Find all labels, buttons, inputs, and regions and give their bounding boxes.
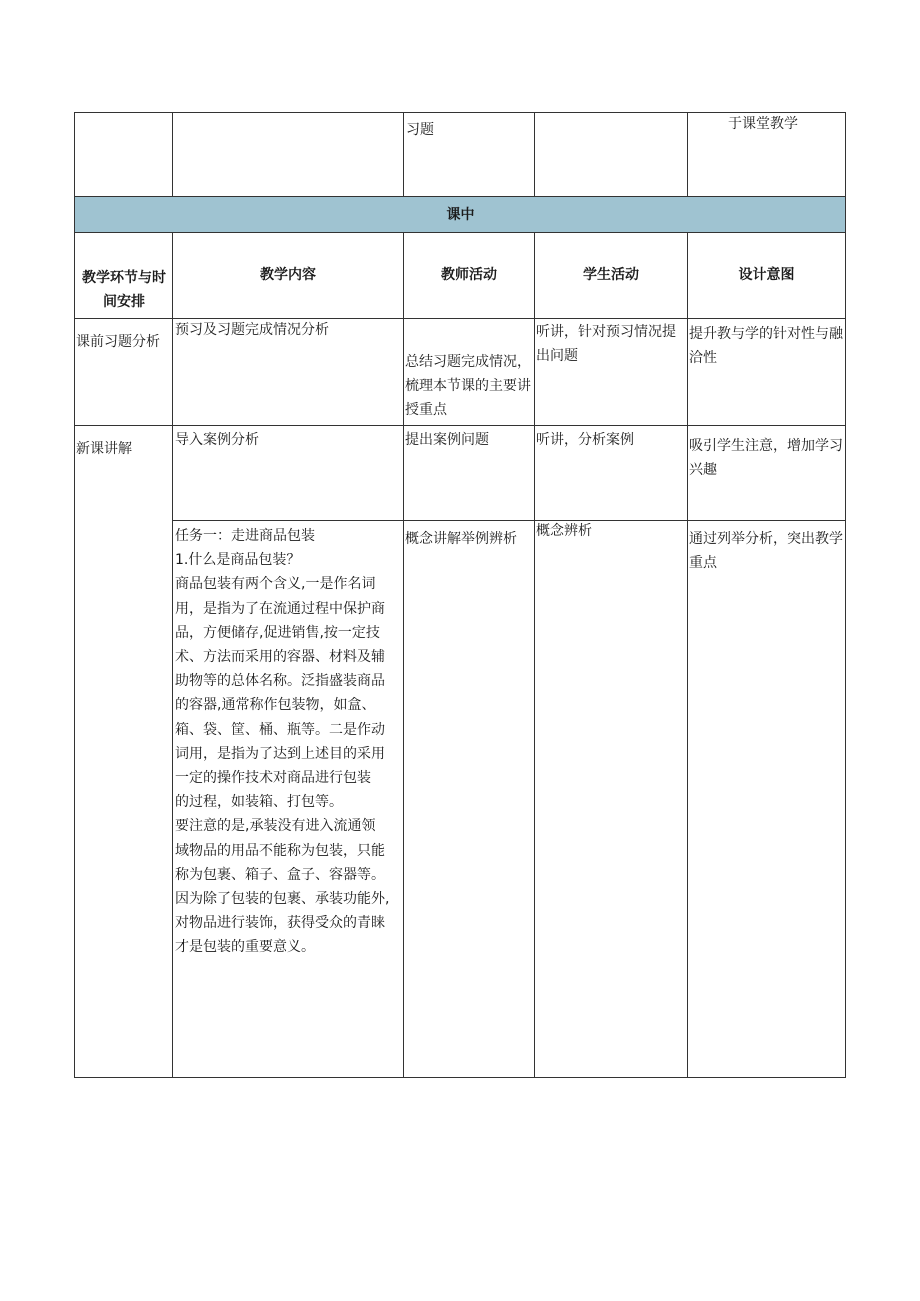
header-teacher: 教师活动 — [441, 267, 497, 283]
column-divider — [687, 232, 688, 1078]
column-divider — [534, 232, 535, 1078]
content-line: 品，方便储存,促进销售,按一定技 — [175, 624, 380, 641]
content-line: 要注意的是,承装没有进入流通领 — [175, 818, 376, 835]
table-border-left — [74, 112, 75, 1078]
row-divider — [172, 520, 846, 521]
row1-student-cell: 听讲，针对预习情况提出问题 — [536, 324, 676, 364]
content-line: 术、方法而采用的容器、材料及辅 — [175, 649, 385, 666]
row-divider — [74, 232, 846, 233]
column-divider — [403, 232, 404, 1078]
column-divider — [172, 112, 173, 197]
header-intent: 设计意图 — [738, 267, 795, 283]
row2-content-cell: 导入案例分析 — [175, 432, 259, 448]
content-line: 因为除了包装的包裹、承装功能外, — [175, 891, 390, 908]
row3-intent-cell: 通过列举分析，突出教学重点 — [689, 531, 843, 571]
row0-teacher-cell: 习题 — [406, 122, 434, 138]
content-line: 称为包裹、箱子、盒子、容器等。 — [175, 866, 385, 883]
content-line: 域物品的用品不能称为包装，只能 — [175, 842, 385, 859]
row3-content-cell — [175, 524, 403, 960]
column-divider — [172, 232, 173, 1078]
section-title: 课中 — [446, 207, 475, 223]
table-border-bottom — [74, 1077, 846, 1078]
row-divider — [74, 196, 846, 197]
column-divider — [687, 112, 688, 197]
row2-stage-cell: 新课讲解 — [76, 441, 132, 457]
row3-student-cell: 概念辨析 — [536, 523, 592, 539]
header-content: 教学内容 — [260, 267, 316, 283]
content-line: 一定的操作技术对商品进行包装 — [175, 770, 371, 787]
content-line: 的容器,通常称作包装物，如盒、 — [175, 697, 376, 714]
content-line: 词用，是指为了达到上述目的采用 — [175, 745, 385, 762]
column-divider — [534, 112, 535, 197]
content-line: 任务一：走进商品包装 — [175, 528, 315, 544]
row2-student-cell: 听讲，分析案例 — [536, 432, 634, 448]
content-line: 才是包装的重要意义。 — [175, 939, 315, 956]
header-stage: 教学环节与时间安排 — [82, 270, 166, 310]
row1-intent-cell: 提升教与学的针对性与融洽性 — [689, 326, 843, 366]
content-line: 用，是指为了在流通过程中保护商 — [175, 600, 385, 617]
table-border-right — [845, 112, 846, 1078]
row0-intent-cell: 于课堂教学 — [728, 116, 798, 132]
content-line: 1.什么是商品包装？ — [175, 552, 301, 569]
content-line: 箱、袋、筐、桶、瓶等。二是作动 — [175, 721, 385, 738]
row1-teacher-cell: 总结习题完成情况，梳理本节课的主要讲授重点 — [405, 354, 531, 418]
row2-intent-cell: 吸引学生注意，增加学习兴趣 — [689, 438, 843, 478]
content-line: 商品包装有两个含义,一是作名词 — [175, 576, 376, 593]
row-divider — [74, 425, 846, 426]
row1-stage-cell: 课前习题分析 — [76, 334, 160, 350]
content-line: 对物品进行装饰，获得受众的青睐 — [175, 915, 385, 932]
row3-teacher-cell: 概念讲解举例辨析 — [405, 531, 517, 547]
content-line: 的过程，如装箱、打包等。 — [175, 794, 343, 811]
row2-teacher-cell: 提出案例问题 — [405, 432, 489, 448]
column-divider — [403, 112, 404, 197]
content-line: 助物等的总体名称。泛指盛装商品 — [175, 673, 385, 690]
header-student: 学生活动 — [583, 267, 639, 283]
row1-content-cell: 预习及习题完成情况分析 — [175, 322, 329, 338]
